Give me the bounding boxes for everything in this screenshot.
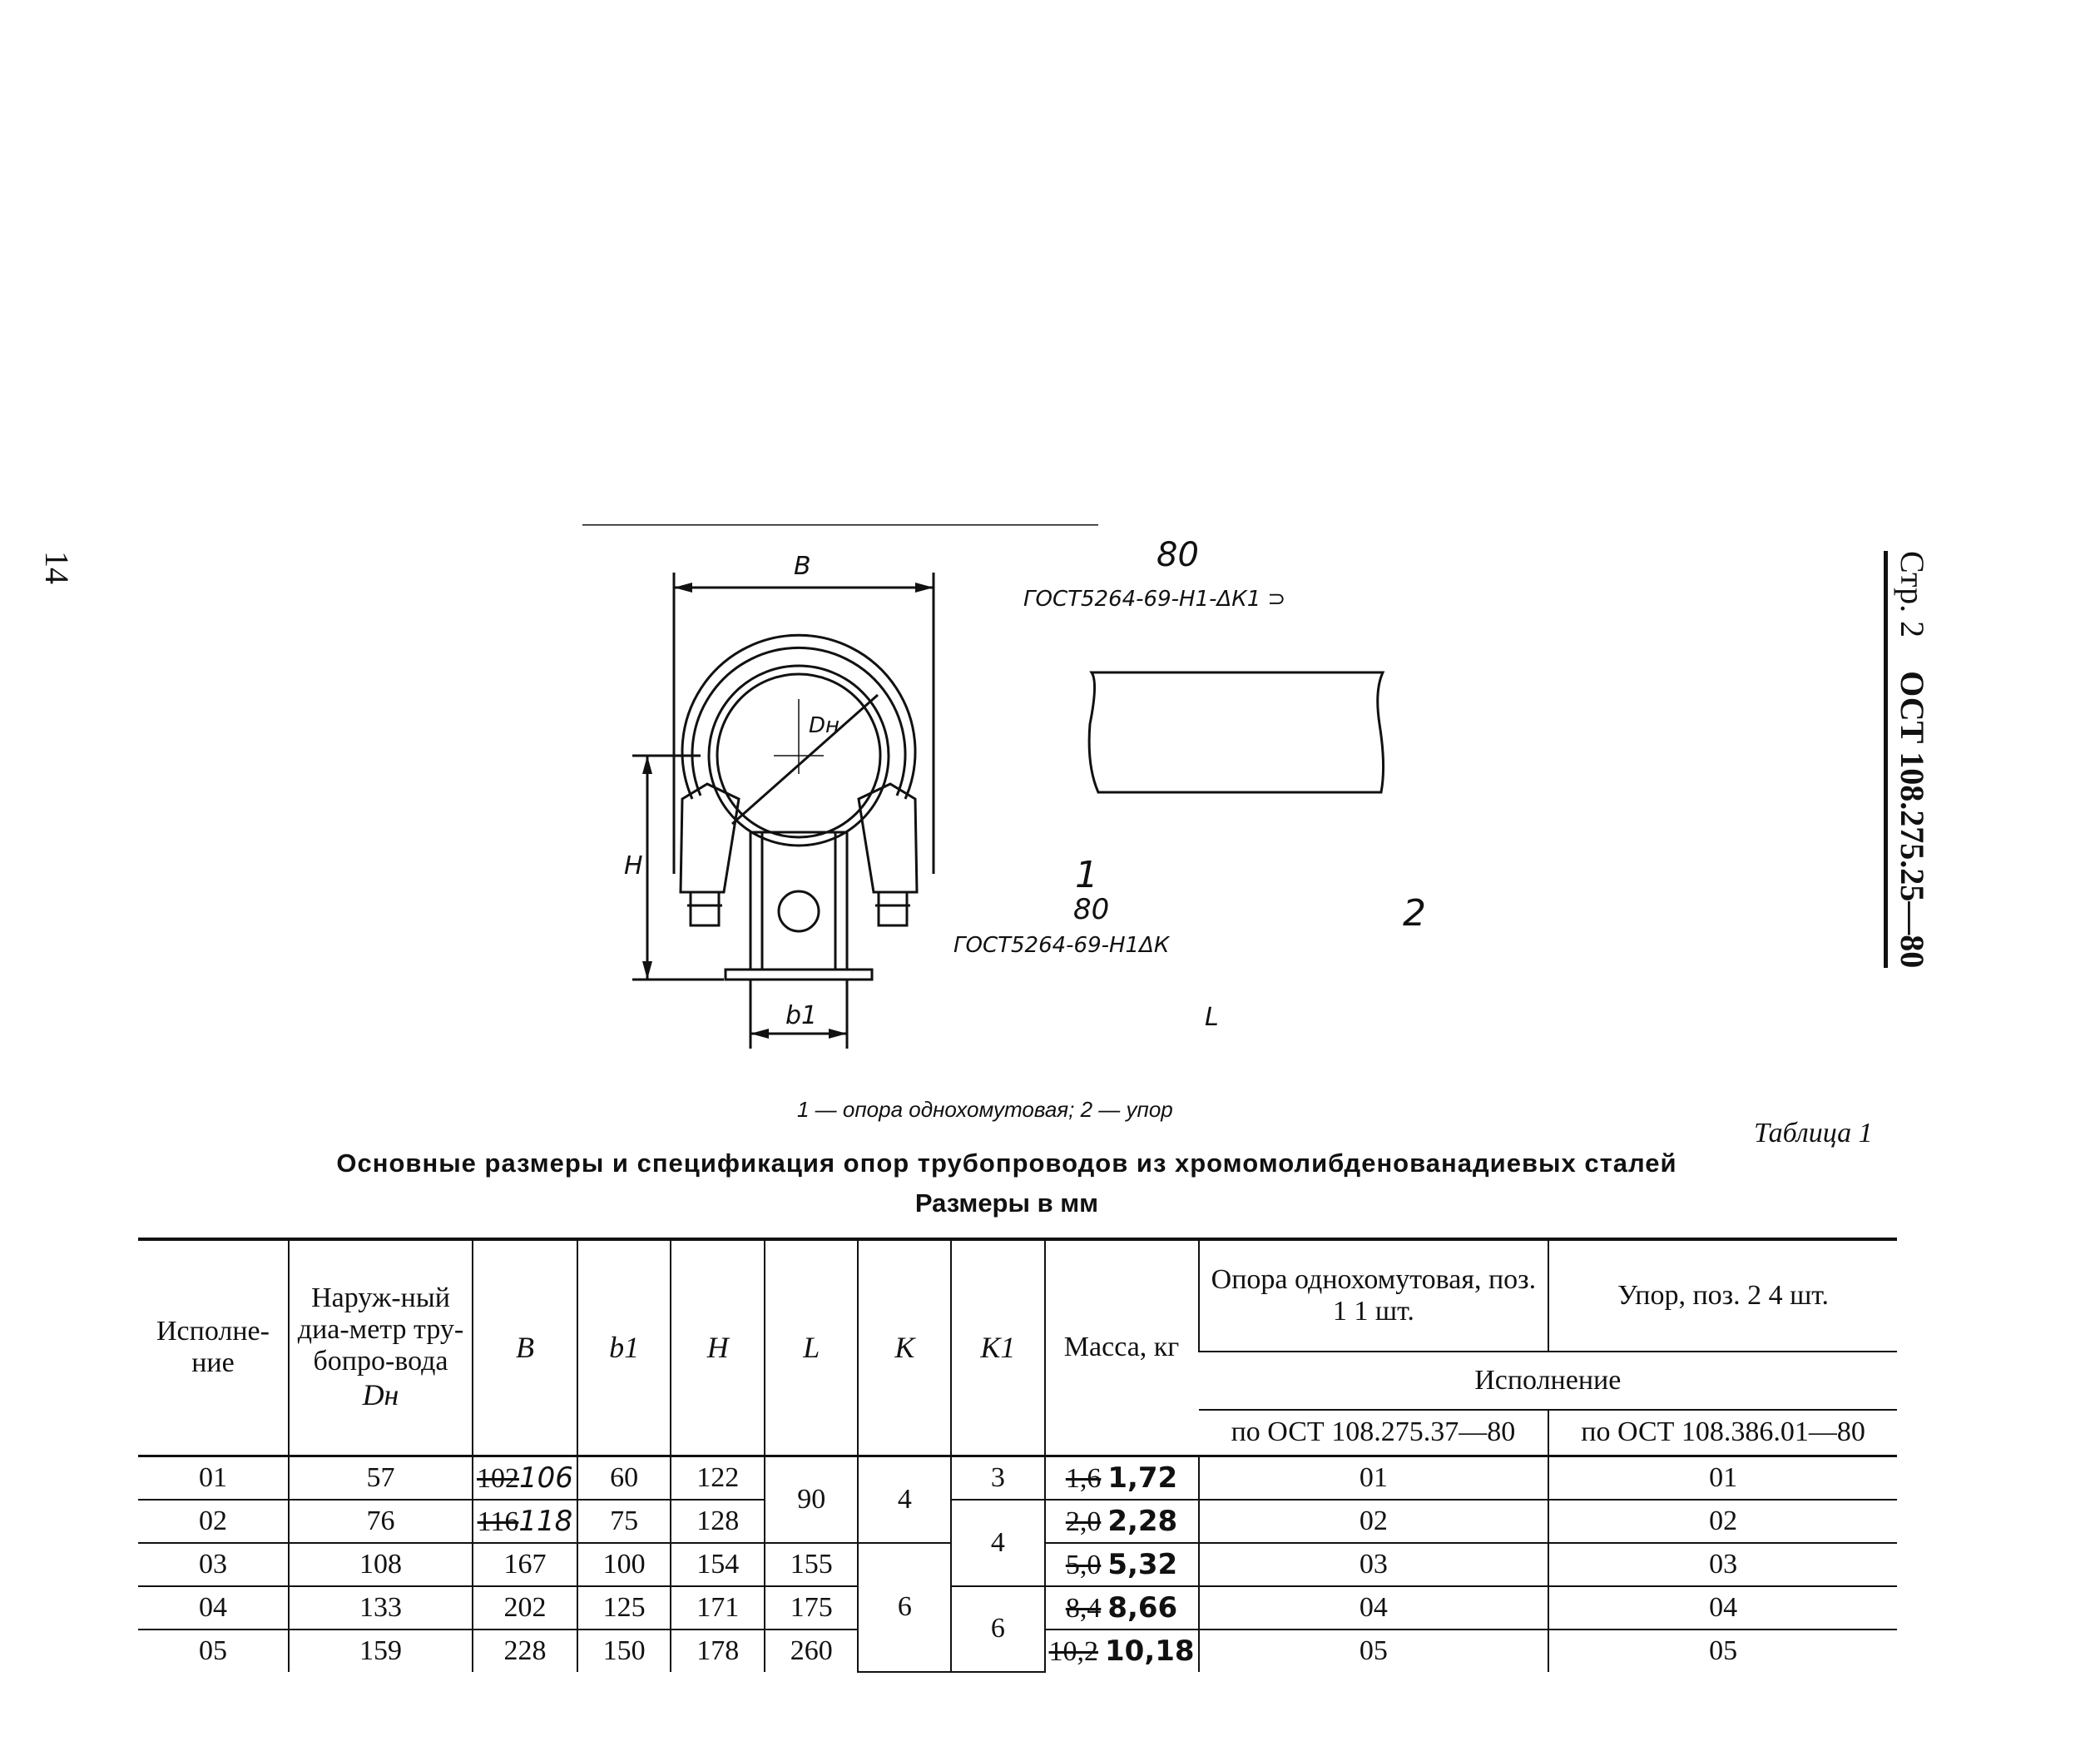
cell-L: 155	[765, 1543, 859, 1586]
header-K: К	[858, 1239, 951, 1456]
dim-b1-label: b1	[785, 1001, 818, 1030]
cell-mass	[1045, 1630, 1199, 1672]
cell-exec: 02	[138, 1500, 289, 1543]
cell-stop: 02	[1548, 1500, 1897, 1543]
cell-B	[473, 1500, 577, 1543]
header-b1: b1	[577, 1239, 671, 1456]
cell-b1: 125	[577, 1586, 671, 1630]
support-drawing	[582, 524, 1464, 1057]
cell-L: 175	[765, 1586, 859, 1630]
table-subtitle: Размеры в мм	[914, 1188, 1099, 1218]
cell-b1: 150	[577, 1630, 671, 1672]
cell-support: 03	[1199, 1543, 1549, 1586]
cell-B: 167	[473, 1543, 577, 1586]
clamp-front-view	[632, 573, 934, 1049]
mass-new: 5,32	[1107, 1547, 1178, 1581]
cell-support: 02	[1199, 1500, 1549, 1543]
clamp-side-view	[582, 524, 1384, 792]
cell-stop: 05	[1548, 1630, 1897, 1672]
header-mass: Масса, кг	[1045, 1239, 1199, 1456]
table-title: Основные размеры и спецификация опор трубопроводов из хромомолибденованадиевых сталей	[336, 1148, 1677, 1178]
dim-L-label: L	[1205, 1003, 1219, 1032]
cell-mass	[1045, 1456, 1199, 1500]
mass-new: 10,18	[1105, 1634, 1195, 1668]
weld-top-number: 80	[1156, 536, 1199, 574]
header-diameter-symbol: Dн	[362, 1378, 399, 1412]
header-execution: Исполне-ние	[138, 1239, 289, 1456]
cell-stop: 04	[1548, 1586, 1897, 1630]
table-row	[138, 1456, 1897, 1500]
cell-B-old: 116	[477, 1506, 519, 1537]
standard-code: ОСТ 108.275.25—80	[1894, 671, 1931, 969]
cell-B	[473, 1456, 577, 1500]
cell-B-new: 118	[518, 1504, 573, 1538]
cell-L: 260	[765, 1630, 859, 1672]
cell-H: 178	[671, 1630, 765, 1672]
cell-dn: 133	[289, 1586, 473, 1630]
mass-old: 10,2	[1048, 1635, 1098, 1667]
dim-B-label: В	[794, 552, 811, 581]
cell-b1: 75	[577, 1500, 671, 1543]
cell-K: 4	[858, 1456, 951, 1543]
header-diameter	[289, 1239, 473, 1456]
cell-dn: 108	[289, 1543, 473, 1586]
cell-H: 171	[671, 1586, 765, 1630]
figure-legend: 1 — опора однохомутовая; 2 — упор	[797, 1097, 1173, 1122]
cell-mass	[1045, 1543, 1199, 1586]
header-H: Н	[671, 1239, 765, 1456]
weld-top-label: ГОСТ5264-69-Н1-ΔК1 ⊃	[1023, 587, 1286, 612]
cell-H: 154	[671, 1543, 765, 1586]
cell-stop: 03	[1548, 1543, 1897, 1586]
cell-dn: 76	[289, 1500, 473, 1543]
cell-mass	[1045, 1586, 1199, 1630]
cell-K: 6	[858, 1543, 951, 1672]
cell-support: 05	[1199, 1630, 1549, 1672]
cell-exec: 04	[138, 1586, 289, 1630]
cell-stop: 01	[1548, 1456, 1897, 1500]
weld-bottom-number: 80	[1073, 893, 1110, 926]
cell-b1: 100	[577, 1543, 671, 1586]
cell-dn: 57	[289, 1456, 473, 1500]
mass-old: 2,0	[1065, 1506, 1102, 1537]
mass-new: 8,66	[1107, 1590, 1178, 1625]
cell-B: 228	[473, 1630, 577, 1672]
dim-H-label: Н	[624, 851, 643, 880]
mass-old: 1,6	[1065, 1462, 1102, 1494]
header-support-std: по ОСТ 108.275.37—80	[1231, 1416, 1516, 1448]
mass-old: 5,0	[1065, 1549, 1102, 1580]
header-support-group: Опора однохомутовая, поз. 1 1 шт.	[1199, 1239, 1549, 1352]
header-stop-group: Упор, поз. 2 4 шт.	[1548, 1239, 1897, 1352]
cell-B: 202	[473, 1586, 577, 1630]
cell-H: 122	[671, 1456, 765, 1500]
position-1-label: 1	[1075, 854, 1098, 896]
table-row	[138, 1500, 1897, 1543]
cell-L: 90	[765, 1456, 859, 1543]
cell-support: 04	[1199, 1586, 1549, 1630]
cell-B-new: 106	[519, 1461, 573, 1495]
header-stop-std: по ОСТ 108.386.01—80	[1548, 1410, 1897, 1456]
cell-B-old: 102	[477, 1462, 520, 1494]
page-label: Стр. 2	[1894, 551, 1931, 638]
header-K1: К1	[951, 1239, 1044, 1456]
header-L: L	[765, 1239, 859, 1456]
cell-exec: 05	[198, 1635, 227, 1666]
cell-K1: 6	[951, 1586, 1044, 1672]
mass-new: 1,72	[1107, 1461, 1178, 1495]
weld-bottom-label: ГОСТ5264-69-Н1ΔК	[953, 933, 1170, 958]
position-2-label: 2	[1403, 892, 1426, 935]
cell-mass	[1045, 1500, 1199, 1543]
cell-dn: 159	[289, 1630, 473, 1672]
cell-b1: 60	[577, 1456, 671, 1500]
cell-exec: 01	[138, 1456, 289, 1500]
cell-H: 128	[671, 1500, 765, 1543]
mass-old: 8,4	[1065, 1592, 1102, 1624]
cell-K1: 3	[951, 1456, 1044, 1500]
page-number: 14	[38, 551, 76, 584]
header-B: В	[473, 1239, 577, 1456]
header-execution-sub: Исполнение	[1199, 1352, 1897, 1410]
running-header	[1884, 551, 1932, 968]
header-diameter-text: Наруж-ный диа-метр тру-бопро-вода	[297, 1282, 464, 1377]
table-number: Таблица 1	[1754, 1118, 1873, 1148]
table-row	[138, 1586, 1897, 1630]
spec-table	[138, 1238, 1897, 1673]
dim-Dn-label: Dн	[809, 713, 840, 738]
mass-new: 2,28	[1107, 1504, 1178, 1538]
cell-K1: 4	[951, 1500, 1044, 1586]
cell-support: 01	[1199, 1456, 1549, 1500]
cell-exec: 03	[138, 1543, 289, 1586]
